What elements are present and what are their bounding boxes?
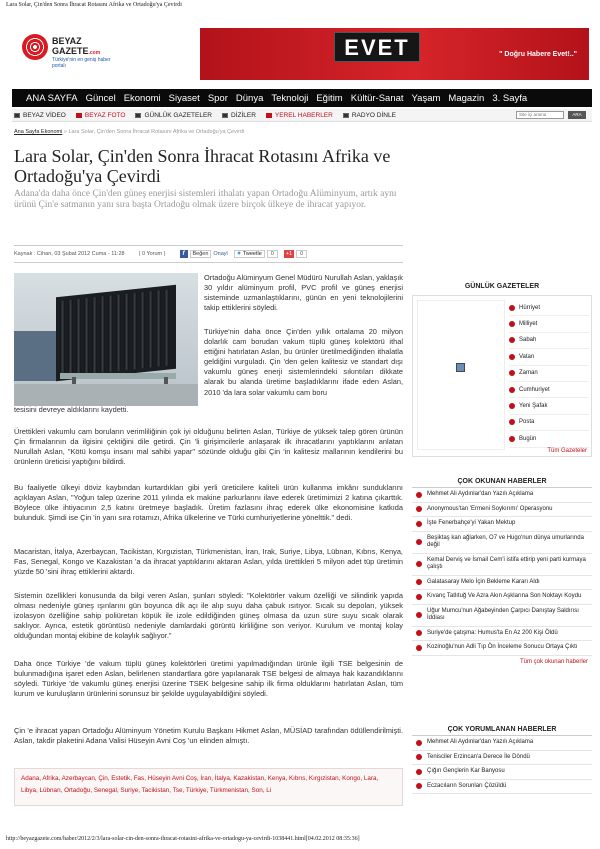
main-nav (12, 89, 592, 107)
logo-mark-icon (22, 34, 48, 60)
article-paragraph: Sistemin özellikleri konusunda da bilgi veren Aslan, şunları söyledi: "Kolektörler vakum özelliği ve silindirik yapıda olması nedeniyle güneş ışınlarını gün boyunca dik açı ile alıp suyu daha çabuk ısıtıyor. Sıcak su depoları, yüksek izolasyon özelliğine sahip poliüretan köpük ile izole edildiğinden güneş olmasa da uzun süre suyu sıcak olarak saklıyor. Ayrıca, estetik görüntüsü nedeniyle damlardaki görüntü kirliliğine son veriyor. Kurulum ve montaj kolay olduğundan montaj ekibine de kolaylık sağlıyor." (14, 591, 403, 641)
plusone-button[interactable]: +1 (285, 251, 293, 257)
article-meta (14, 248, 403, 260)
article-paragraph: Daha önce Türkiye 'de vakum tüplü güneş kolektörleri üretimi yapılmadığından ürünle ilgili TSE belgesinin de bulunmadığına işaret eden Aslan, belirlenen standartlara göre yapılanarak TSE belgesi de almaya hak kazandıklarını söyledi. Türkiye 'de vakumlu güneş enerjisi üzerine TSEK belgesine sahip ilk firma olduklarını hatırlatan Aslan, tüm kurum ve kuruluşların ürünlerini sorunsuz bir şekilde uygulayabildiğini söyledi. (14, 659, 403, 699)
video-icon (14, 113, 20, 118)
location-icon (266, 113, 272, 118)
subnav-radyo-dinle[interactable]: RADYO DİNLE (343, 112, 396, 119)
broken-image-icon (456, 363, 465, 372)
most-commented-item[interactable]: Mehmet Ali Aydınlar'dan Yazılı Açıklama (412, 736, 592, 751)
most-read-item[interactable]: Kıvanç Tatlıtuğ Ve Azra Akın Aşklarına Son Noktayı Koydu (412, 590, 592, 605)
newspaper-icon (135, 113, 141, 118)
tweet-count: 0 (267, 250, 278, 258)
all-newspapers-link[interactable]: Tüm Gazeteler (547, 448, 587, 454)
newspaper-item[interactable]: Zaman (509, 366, 589, 382)
breadcrumb-separator: » (63, 129, 67, 135)
banner-evet-box: EVET (334, 32, 420, 62)
most-read-section (412, 478, 592, 668)
most-read-item[interactable]: İşte Fenerbahçe'yi Yakan Mektup (412, 517, 592, 532)
subnav-gunluk-gazeteler[interactable]: GÜNLÜK GAZETELER (135, 112, 212, 119)
most-read-item[interactable]: Kemal Derviş ve İsmail Cem'i istifa ettirip yeni parti kurmaya çalıştı (412, 554, 592, 576)
logo-name: BEYAZ GAZETE.com (52, 36, 101, 56)
bullet-icon (416, 630, 422, 636)
bullet-icon (509, 370, 515, 376)
newspaper-item[interactable]: Milliyet (509, 316, 589, 332)
radio-icon (343, 113, 349, 118)
gazete-heading: GÜNLÜK GAZETELER (464, 283, 540, 290)
nav-guncel[interactable]: Güncel (85, 92, 116, 104)
sub-nav (12, 109, 592, 122)
photo-floor (14, 384, 198, 406)
article-summary: Adana'da daha önce Çin'den güneş enerjisi sistemleri ithalatı yapan Ortadoğu Alüminyum, artık aynı ürünü Çin'e satmanın yanı sıra başta Ortadoğu olmak üzere birçok ülkeye de ihracat yapıyor. (14, 189, 397, 210)
most-commented-heading: ÇOK YORUMLANAN HABERLER (412, 726, 592, 736)
newspaper-widget (412, 295, 592, 457)
most-commented-item[interactable]: Eczacıların Sorunları Çözüldü (412, 780, 592, 795)
breadcrumb-home[interactable]: Ana Sayfa Ekonomi (14, 129, 63, 135)
ad-banner[interactable] (200, 28, 589, 80)
most-read-list (412, 488, 592, 656)
tweet-button[interactable]: ✦ Tweetle (234, 250, 265, 258)
bullet-icon (416, 783, 422, 789)
newspaper-list (509, 300, 589, 448)
subnav-diziler[interactable]: DİZİLER (222, 112, 256, 119)
article-paragraph: Bu faaliyetle ülkeyi döviz kaybından kurtardıkları gibi yerli üreticilere kaliteli ürün kullanma imkânı sunduklarını açıklayan Aslan, "Yoğun talep üzerine 2011 yılında ek makine parkurlarını ilave ederek üretimimizi 2 katına çıkarttık. Böylece ülke ihtiyacının 2,5 katını üretmeye başladık. Üretim fazlasını ihraç ederek ülke ekonomisine katkıda bulunduk. Şimdi ise Çin 'in yanı sıra rotamızı, Afrika ülkelerine ve Türki cumhuriyetlerine yönelttik." dedi. (14, 483, 403, 523)
newspaper-preview[interactable] (417, 300, 505, 450)
breadcrumb-current: Lara Solar, Çin'den Sonra İhracat Rotasını Afrika ve Ortadoğu'ya Çevirdi (68, 129, 245, 135)
subnav-beyaz-foto[interactable]: BEYAZ FOTO (76, 112, 126, 119)
nav-yasam[interactable]: Yaşam (411, 92, 441, 104)
bullet-icon (416, 492, 422, 498)
search-input[interactable]: Site içi arama (516, 111, 564, 119)
sidebar (412, 283, 592, 789)
bullet-icon (509, 321, 515, 327)
article-paragraph: Macaristan, İtalya, Azerbaycan, Tacikistan, Kırgızistan, Türkmenistan, İran, Irak, Suriye, Libya, Lübnan, Kıbrıs, Kenya, Fas, Senegal, Kongo ve Kazakistan 'a da ihracat yaptıklarını aktaran Aslan, yılda ürettikleri 5 milyon adet tüp üretimin yüzde 50 'sini ihraç ettiklerini aktardı. (14, 547, 403, 577)
page-tab-title: Lara Solar, Çin'den Sonra İhracat Rotasını Afrika ve Ortadoğu'ya Çevirdi (6, 2, 182, 8)
nav-egitim[interactable]: Eğitim (316, 92, 343, 104)
banner-slogan: " Doğru Habere Evet!.." (499, 51, 577, 58)
divider (14, 262, 403, 263)
bullet-icon (509, 436, 515, 442)
bullet-icon (509, 403, 515, 409)
newspaper-item[interactable]: Yeni Şafak (509, 398, 589, 414)
article-photo (14, 273, 198, 406)
bullet-icon (416, 740, 422, 746)
nav-magazin[interactable]: Magazin (448, 92, 485, 104)
comment-count[interactable]: ( 0 Yorum ) (138, 251, 166, 257)
confirm-label: Onayl (213, 251, 228, 257)
bullet-icon (416, 539, 422, 545)
photo-icon (76, 113, 82, 118)
most-commented-item[interactable]: Çığın Gençlerin Kar Banyosu (412, 765, 592, 780)
nav-anasayfa[interactable]: ANA SAYFA (26, 92, 78, 104)
nav-siyaset[interactable]: Siyaset (168, 92, 200, 104)
most-commented-section (412, 726, 592, 794)
most-read-item[interactable]: Kozinoğlu'nun Adli Tıp Ön İnceleme Sonucu Ortaya Çıktı (412, 641, 592, 656)
newspaper-item[interactable]: Vatan (509, 349, 589, 365)
site-logo[interactable] (22, 30, 142, 80)
page-url: http://beyazgazete.com/haber/2012/2/3/lara-solar-cin-den-sonra-ihracat-rotasini-afrika-ve-ortadogu-ya-cevirdi-1038441.html[04.02.2012 08:35:36] (6, 836, 360, 842)
nav-3sayfa[interactable]: 3. Sayfa (492, 92, 528, 104)
bullet-icon (416, 561, 422, 567)
nav-dunya[interactable]: Dünya (235, 92, 264, 104)
tv-icon (222, 113, 228, 118)
bullet-icon (416, 769, 422, 775)
most-read-item[interactable]: Beşiktaş kan ağlarken, O7 ve Hugo'nun dünya umurlarında değil (412, 532, 592, 554)
bullet-icon (509, 419, 515, 425)
article-paragraph: Türkiye'nin daha önce Çin'den yıllık ortalama 20 milyon dolarlık cam borudan vakum tüplü güneş kolektörü ithal ettiğini hatırlatan Aslan, bu ürünler üretilmediğinden ithalatla geldiğini vurguladı. Çin 'den gelen kalitesiz ve standart dışı vakumlu güneş enerji sistemlerindeki sıkıntıları dikkate alarak bu alanda üretime başladıklarını ifade eden Aslan, 2010 'da lara solar vakumlu cam boru (204, 327, 403, 397)
subnav-beyaz-video[interactable]: BEYAZ VİDEO (14, 112, 66, 119)
divider (14, 245, 403, 246)
photo-frame-bar (60, 373, 176, 379)
twitter-icon: ✦ (236, 251, 242, 257)
nav-teknoloji[interactable]: Teknoloji (271, 92, 309, 104)
newspaper-item[interactable]: Cumhuriyet (509, 382, 589, 398)
photo-background-box (14, 331, 58, 381)
bullet-icon (416, 612, 422, 618)
facebook-like[interactable] (180, 250, 228, 258)
search-button[interactable]: ARA (568, 111, 586, 119)
like-button[interactable]: Beğen (190, 250, 212, 258)
nav-ekonomi[interactable]: Ekonomi (123, 92, 161, 104)
bullet-icon (416, 506, 422, 512)
bullet-icon (416, 521, 422, 527)
facebook-icon: f (180, 250, 188, 258)
most-commented-item[interactable]: Tenisciler Erzincan'a Derece İle Döndü (412, 751, 592, 766)
most-read-item[interactable]: Anonymous'tan 'Ermeni Soykırımı' Operasyonu (412, 503, 592, 518)
bullet-icon (509, 354, 515, 360)
site-header (18, 24, 592, 84)
bullet-icon (509, 305, 515, 311)
bullet-icon (416, 754, 422, 760)
article-paragraph: Ortadoğu Alüminyum Genel Müdürü Nurullah Aslan, yaklaşık 30 yıldır alüminyum profil, PVC profil ve güneş enerjisi sisteminde uzmanlaştıklarını, günün en yeni teknolojilerini takip ettiklerini söyledi. (204, 273, 403, 313)
newspaper-item[interactable]: Posta (509, 415, 589, 431)
bullet-icon (416, 594, 422, 600)
nav-kultur-sanat[interactable]: Kültür-Sanat (350, 92, 404, 104)
newspaper-item[interactable]: Sabah (509, 333, 589, 349)
article-title: Lara Solar, Çin'den Sonra İhracat Rotasını Afrika ve Ortadoğu'ya Çevirdi (14, 146, 391, 186)
plusone-count: 0 (296, 250, 307, 258)
all-most-read-link[interactable]: Tüm çok okunan haberler (519, 658, 588, 665)
logo-tagline: Türkiye'nin en geniş haber portalı (52, 57, 111, 69)
article-tags[interactable]: Adana, Afrika, Azerbaycan, Çin, Estetik, Fas, Hüseyin Avni Coş, İran, İtalya, Kazakistan, Kenya, Kıbrıs, Kırgızistan, Kongo, Lara, Libya, Lübnan, Ortadoğu, Senegal, Suriye, Tacikistan, Tse, Türkiye, Türkmenistan, Son, Li (14, 768, 403, 806)
nav-spor[interactable]: Spor (207, 92, 228, 104)
meta-source: Kaynak : Cihan, 03 Şubat 2012 Cuma - 11:28 (14, 251, 125, 257)
most-read-item[interactable]: Suriye'de çatışma: Humus'ta En Az 200 Kişi Öldü (412, 627, 592, 642)
bullet-icon (509, 387, 515, 393)
most-read-heading: ÇOK OKUNAN HABERLER (412, 478, 592, 488)
newspaper-item[interactable]: Hürriyet (509, 300, 589, 316)
most-commented-list (412, 736, 592, 794)
most-read-item[interactable]: Uğur Mumcu'nun Ağabeyinden Çarpıcı Danıştay Saldırısı İddiası (412, 605, 592, 627)
most-read-item[interactable]: Mehmet Ali Aydınlar'dan Yazılı Açıklama (412, 488, 592, 503)
solar-panel-image (56, 285, 176, 382)
bullet-icon (416, 579, 422, 585)
article-paragraph: Çin 'e ihracat yapan Ortadoğu Alüminyum Yönetim Kurulu Başkanı Hikmet Aslan, MÜSİAD tarafından ödüllendirilmişti. Aslan, takdir plaketini Adana Valisi Hüseyin Avni Coş 'un elinden almıştı. (14, 726, 403, 746)
article-paragraph: tesisini devreye aldıklarını kaydetti. (14, 405, 129, 414)
subnav-yerel-haberler[interactable]: YEREL HABERLER (266, 112, 333, 119)
newspaper-item[interactable]: Bugün (509, 431, 589, 447)
article-paragraph: Ürettikleri vakumlu cam boruların verimliliğinin çok iyi olduğunu belirten Aslan, Türkiye de yüksek talep gören ürünün Çin firmalarının da ilgisini çektiğini dile getirdi. Çin 'li girişimcilerle anlaşarak ilk ihracatlarını yaptıklarını anlatan Nurullah Aslan, "Kötü komşu insanı mal sahibi yapar" sözünde olduğu gibi Çin 'in kalitesiz mallarının kendilerini bu ürünlerin üreticisi yaptığını bildirdi. (14, 427, 403, 467)
breadcrumb (14, 129, 244, 135)
bullet-icon (509, 337, 515, 343)
article-header (14, 146, 404, 211)
most-read-item[interactable]: Galatasaray Melo İçin Bekleme Kararı Aldı (412, 576, 592, 591)
bullet-icon (416, 645, 422, 651)
